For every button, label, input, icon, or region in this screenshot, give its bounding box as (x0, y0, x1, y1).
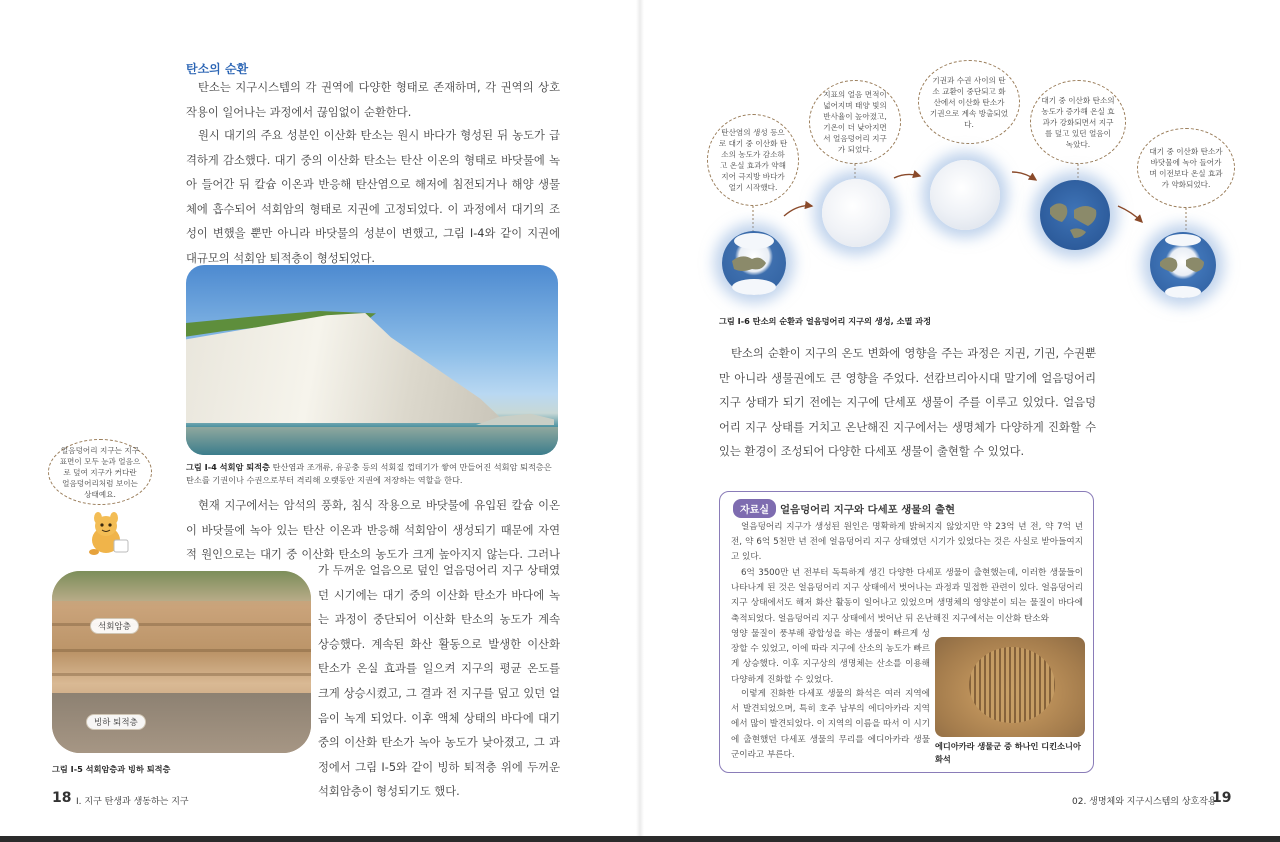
fossil-body (969, 647, 1055, 723)
earth-stage-1-continents (722, 231, 786, 295)
strata-vegetation (52, 571, 311, 601)
stage-2-bubble: 지표의 얼음 면적이 넓어지며 태양 빛의 반사율이 높아졌고, 기온이 더 낮아지면서 얼음덩어리 지구가 되었다. (809, 80, 901, 164)
earth-stage-5-continents (1150, 232, 1216, 298)
cliff-shore (186, 427, 558, 455)
stage-5-bubble: 대기 중 이산화 탄소가 바닷물에 녹아 들어가며 이전보다 온실 효과가 약화되었다. (1137, 128, 1235, 208)
strata-band (52, 649, 311, 652)
strata-band (52, 673, 311, 676)
earth-stage-5 (1150, 232, 1216, 298)
paragraph-current-earth: 현재 지구에서는 암석의 풍화, 침식 작용으로 바닷물에 유입된 칼슘 이온이 바닷물에 녹아 있는 탄산 이온과 반응해 석회암이 생성되기 때문에 자연적 원인으로는 대기 중 이산화 탄소의 농도가 크게 높아지지 않는다. 그러나 (186, 499, 560, 562)
limestone-layer-tag: 석회암층 (90, 618, 139, 634)
mascot-character-icon (80, 510, 132, 560)
figure-4-caption-text: 탄산염과 조개류, 유공충 등의 석회질 껍데기가 쌓여 만들어진 석회암 퇴적층은 탄소를 기권이나 수권으로부터 격리해 오랫동안 지권에 저장하는 역할을 한다. (186, 462, 552, 485)
data-box-badge: 자료실 (733, 499, 776, 518)
figure-6-caption: 그림 I-6 탄소의 순환과 얼음덩어리 지구의 생성, 소멸 과정 (719, 316, 932, 326)
earth-stage-1 (722, 231, 786, 295)
figure-4-caption (186, 461, 560, 487)
page-number-right: 19 (1212, 790, 1232, 806)
stage-1-bubble: 탄산염의 생성 등으로 대기 중 이산화 탄소의 농도가 감소하고 온실 효과가 약해지어 극지방 바다가 얼기 시작했다. (707, 114, 799, 206)
paragraph-carbon-cycle-life: 탄소의 순환이 지구의 온도 변화에 영향을 주는 과정은 지권, 기권, 수권뿐만 아니라 생물권에도 큰 영향을 주었다. 선캄브리아시대 말기에 얼음덩어리 지구 상태가 되기 전에는 지구에 단세포 생물이 주를 이루고 있었다. 얼음덩어리 지구 상태를 거치고 온난해진 지구에서는 생명체가 다양하게 진화할 수 있는 환경이 조성되어 다양한 다세포 생물이 출현할 수 있었다. (719, 347, 1096, 459)
figure-4-caption-label: 그림 I-4 석회암 퇴적층 (186, 462, 270, 472)
character-speech-bubble: 얼음덩어리 지구는 지구 표면이 모두 눈과 얼음으로 덮여 지구가 커다란 얼음덩어리처럼 보이는 상태예요. (48, 439, 152, 505)
arrow-4-icon (1118, 206, 1142, 222)
running-head-left: I. 지구 탄생과 생동하는 지구 (76, 797, 189, 807)
bottom-edge (0, 836, 1280, 842)
data-box-paragraph-2-cont: 영양 물질이 풍부해 광합성을 하는 생물이 빠르게 성장할 수 있었고, 이에 따라 지구에 산소의 농도가 빠르게 상승했다. 이후 지구상의 생명체는 산소를 이용해 다양하게 진화할 수 있었다. (731, 629, 930, 685)
page-number-left: 18 (52, 790, 72, 806)
section-title: 탄소의 순환 (186, 62, 249, 76)
stage-4-bubble: 대기 중 이산화 탄소의 농도가 증가해 온실 효과가 강화되면서 지구를 덮고 있던 얼음이 녹았다. (1030, 80, 1126, 164)
running-head-right: 02. 생명체와 지구시스템의 상호작용 (1072, 797, 1217, 807)
fossil-caption: 에디아카라 생물군 중 하나인 디킨소니아 화석 (935, 741, 1081, 764)
data-box-title: 얼음덩어리 지구와 다세포 생물의 출현 (780, 504, 956, 516)
paragraph-snowball-earth: 가 두꺼운 얼음으로 덮인 얼음덩어리 지구 상태였던 시기에는 대기 중의 이산화 탄소가 바다에 녹는 과정이 중단되어 이산화 탄소의 농도가 계속 상승했다. 계속된 화산 활동으로 발생한 이산화 탄소가 온실 효과를 일으켜 지구의 평균 온도를 크게 상승시켰고, 그 결과 전 지구를 덮고 있던 얼음이 녹게 되었다. 이후 액체 상태의 바다에 대기 중의 이산화 탄소가 녹아 농도가 낮아졌고, 그 과정에서 그림 I-5와 같이 빙하 퇴적층 위에 두꺼운 석회암층이 형성되기도 했다. (318, 564, 560, 799)
arrow-3-icon (1012, 172, 1036, 180)
data-box-paragraph-3: 이렇게 진화한 다세포 생물의 화석은 여러 지역에서 발견되었으며, 특히 호주 남부의 에디아카라 지역에서 많이 발견되었다. 이 지역의 이름을 따서 이 시기에 출현했던 다세포 생물의 무리를 에디아카라 생물군이라고 부른다. (731, 689, 930, 760)
limestone-cliff-photo (186, 265, 558, 455)
data-box-paragraph-2: 6억 3500만 년 전부터 독특하게 생긴 다양한 다세포 생물이 출현했는데, 이러한 생물들이 나타나게 된 것은 얼음덩어리 지구 상태에서 벗어나는 과정과 밀접한 관련이 있다. 얼음덩어리 지구 상태에서도 해저 화산 활동이 일어나고 있었으며 생명체의 영양분이 되는 물질이 바다에 축적되었다. 얼음덩어리 지구 상태에서 벗어난 뒤 온난해진 지구에서는 이산화 탄소와 (731, 568, 1083, 624)
stage-arrows (780, 160, 1160, 230)
paragraph-carbon-intro: 탄소는 지구시스템의 각 권역에 다양한 형태로 존재하며, 각 권역의 상호작용이 일어나는 과정에서 끊임없이 순환한다. (186, 81, 560, 119)
glacial-deposit-tag: 빙하 퇴적층 (86, 714, 146, 730)
paragraph-primitive-atmosphere: 원시 대기의 주요 성분인 이산화 탄소는 원시 바다가 형성된 뒤 농도가 급격하게 감소했다. 대기 중의 이산화 탄소는 탄산 이온의 형태로 바닷물에 녹아 들어간 뒤 칼슘 이온과 반응해 탄산염으로 해저에 침전되거나 해양 생물체에 흡수되어 석회암의 형태로 지권에 고정되었다. 이 과정에서 대기의 조성이 변했을 뿐만 아니라 바닷물의 성분이 변했고, 그림 I-4와 같이 지권에 대규모의 석회암 퇴적층이 형성되었다. (186, 129, 560, 265)
arrow-1-icon (784, 206, 812, 216)
data-box-paragraph-1: 얼음덩어리 지구가 생성된 원인은 명확하게 밝혀지지 않았지만 약 23억 년 전, 약 7억 년 전, 약 6억 5천만 년 전에 얼음덩어리 지구 상태였던 시기가 있었다는 것은 사실로 받아들여지고 있다. (731, 522, 1083, 563)
arrow-2-icon (894, 174, 920, 178)
figure-5-caption: 그림 I-5 석회암층과 빙하 퇴적층 (52, 764, 171, 774)
dickinsonia-fossil-photo (935, 637, 1085, 737)
stage-3-bubble: 기권과 수권 사이의 탄소 교환이 중단되고 화산에서 이산화 탄소가 기권으로 계속 방출되었다. (918, 60, 1020, 144)
